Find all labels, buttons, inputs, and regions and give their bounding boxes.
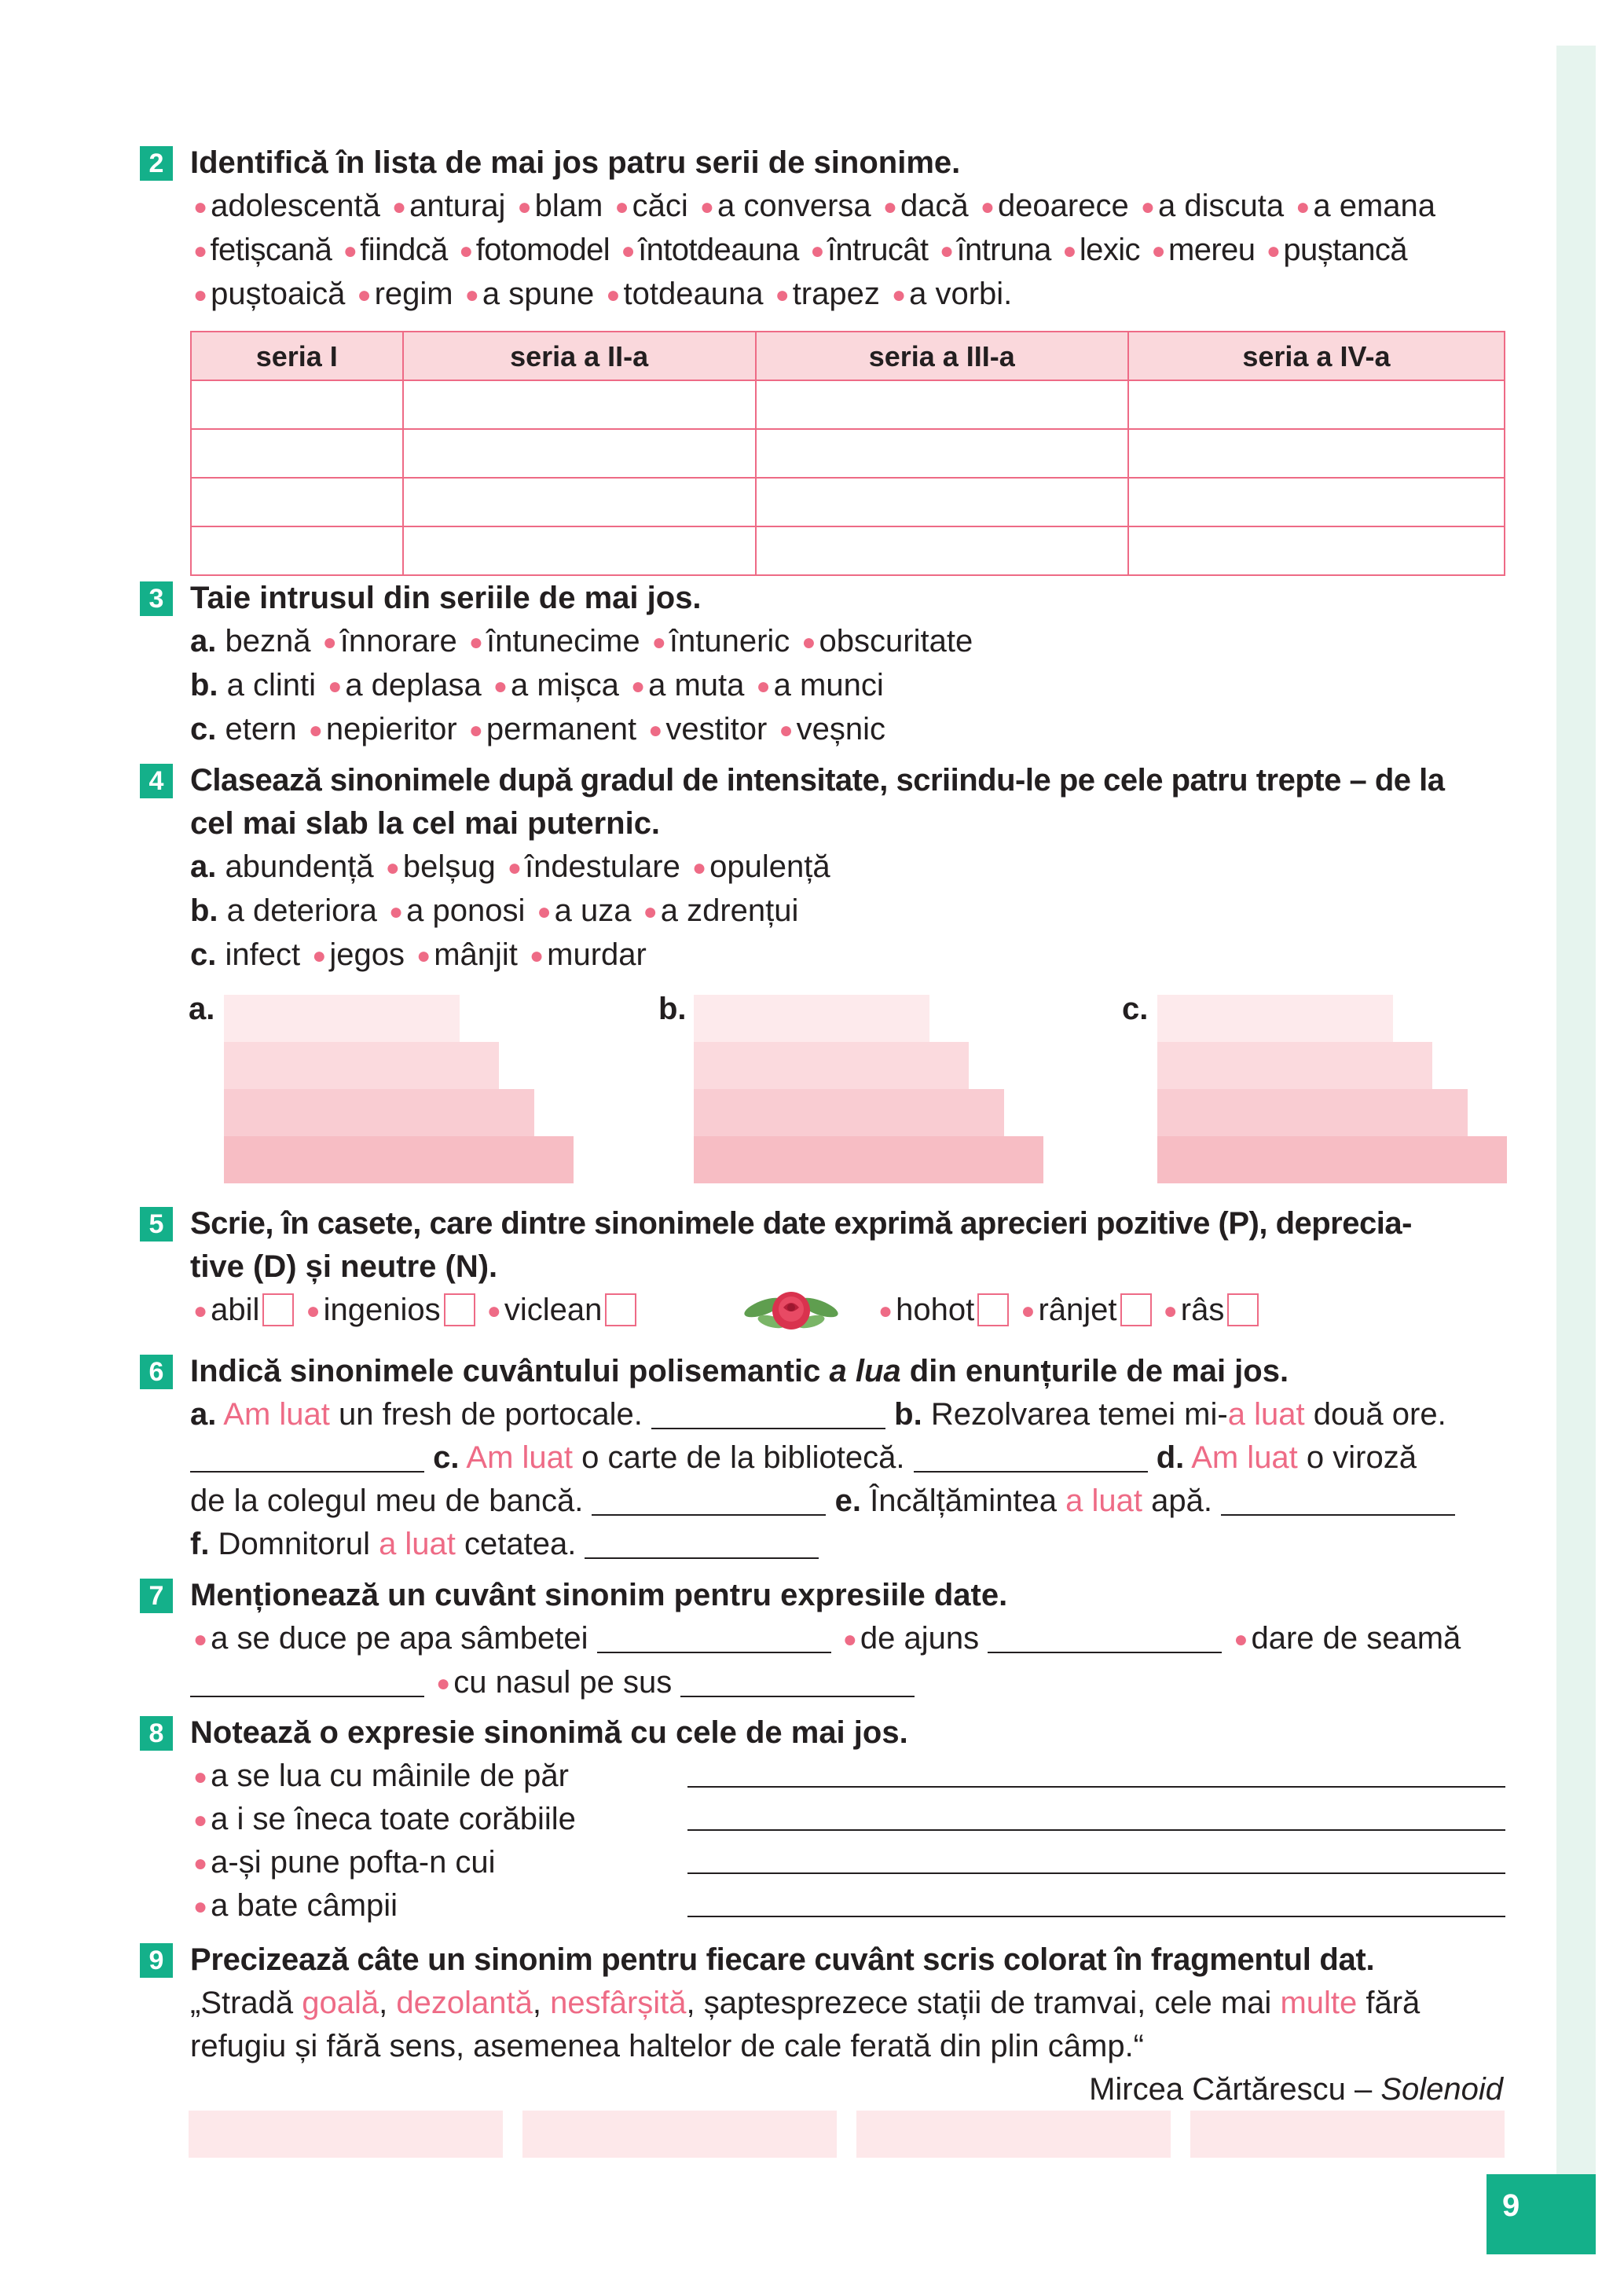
exercise-5: [140, 1202, 1503, 1332]
bullet-dot: ●: [779, 717, 794, 743]
word-item: a munci: [773, 668, 884, 702]
bullet-dot: ●: [606, 282, 621, 308]
expression-row: ● a i se îneca toate corăbiile: [190, 1798, 1503, 1841]
exercise-title: Menționează un cuvânt sinonim pentru expresiile date.: [190, 1578, 1008, 1612]
word-item: blam: [534, 189, 603, 223]
bullet-dot: ●: [459, 238, 473, 264]
word-series-row: c. etern ● nepieritor ● permanent ● vestitor ● veșnic: [190, 712, 885, 746]
table-cell[interactable]: [403, 429, 756, 478]
intensity-stairs-b[interactable]: [694, 995, 1043, 1183]
table-cell[interactable]: [403, 526, 756, 575]
expression-row: ● a se lua cu mâinile de păr: [190, 1755, 1503, 1798]
expression-row: ● a bate câmpii: [190, 1884, 1503, 1927]
word-item: etern: [225, 712, 297, 746]
table-header: seria a IV-a: [1128, 332, 1505, 380]
answer-box[interactable]: [522, 2111, 837, 2158]
bullet-dot: ●: [648, 717, 663, 743]
word-list-line: [190, 185, 1503, 229]
word-item: dacă: [900, 189, 969, 223]
bullet-dot: ●: [468, 629, 483, 655]
bullet-dot: ●: [939, 238, 954, 264]
word-item: anturaj: [409, 189, 506, 223]
table-cell[interactable]: [1128, 429, 1505, 478]
bullet-dot: ●: [385, 855, 400, 881]
word-item: jegos: [329, 937, 405, 972]
word-item: vestitor: [665, 712, 768, 746]
bullet-dot: ●: [810, 238, 824, 264]
quote-source: Mircea Cărtărescu – Solenoid: [1089, 2072, 1503, 2107]
exercise-number: 4: [140, 764, 173, 798]
exercise-title: Taie intrusul din seriile de mai jos.: [190, 581, 702, 615]
word-item: mereu: [1168, 233, 1256, 267]
word-item: permanent: [486, 712, 637, 746]
exercise-title-cont: tive (D) și neutre (N).: [190, 1249, 498, 1284]
word-item: puștancă: [1283, 233, 1407, 267]
table-cell[interactable]: [191, 526, 403, 575]
sentence-line: c. Am luat o carte de la bibliotecă. d. Am luat o viroză: [190, 1436, 1503, 1480]
word-item: abundență: [225, 849, 374, 884]
bullet-dot: ●: [507, 855, 522, 881]
word-item: fetișcană: [210, 233, 332, 267]
answer-box[interactable]: [189, 2111, 503, 2158]
bullet-dot: ●: [193, 282, 208, 308]
word-item: a discuta: [1157, 189, 1285, 223]
answer-blank[interactable]: [592, 1484, 826, 1516]
word-item: deoarece: [997, 189, 1129, 223]
stair-label: c.: [1122, 992, 1149, 1026]
sentence-line: a. Am luat un fresh de portocale. b. Rezolvarea temei mi-a luat două ore.: [190, 1397, 1446, 1432]
exercise-title: Clasează sinonimele după gradul de intensitate, scriindu-le pe cele patru trepte – de la: [190, 763, 1445, 798]
word-item: totdeauna: [623, 277, 764, 311]
word-item: întruna: [956, 233, 1051, 267]
bullet-dot: ●: [621, 238, 636, 264]
synonym-answer-boxes: [189, 2111, 1504, 2158]
answer-box[interactable]: [444, 1293, 475, 1326]
word-item: fiindcă: [360, 233, 448, 267]
word-item: întotdeauna: [638, 233, 799, 267]
bullet-dot: ●: [699, 194, 715, 220]
bullet-dot: ●: [416, 943, 431, 969]
bullet-dot: ●: [468, 717, 483, 743]
bullet-dot: ●: [1296, 194, 1311, 220]
sentence-line: f. Domnitorul a luat cetatea.: [190, 1523, 1503, 1566]
bullet-dot: ●: [1266, 238, 1281, 264]
answer-blank[interactable]: [597, 1622, 831, 1653]
word-item: a deplasa: [345, 668, 482, 702]
exercise-6: [140, 1350, 1503, 1566]
bullet-dot: ●: [980, 194, 995, 220]
table-cell[interactable]: [403, 380, 756, 429]
answer-blank[interactable]: [1221, 1484, 1455, 1516]
word-item: beznă: [225, 624, 311, 658]
word-series-row: a. beznă ● înnorare ● întunecime ● întuneric ● obscuritate: [190, 624, 973, 658]
table-cell[interactable]: [756, 380, 1128, 429]
quote-line: refugiu și fără sens, asemenea haltelor de cale ferată din plin câmp.“: [190, 2029, 1145, 2063]
word-list-line: [190, 273, 1503, 317]
word-item: a conversa: [717, 189, 871, 223]
synonym-series-table: [190, 331, 1505, 576]
exercise-title: Indică sinonimele cuvântului polisemantic a lua din enunțurile de mai jos.: [190, 1354, 1289, 1388]
word-item: înnorare: [339, 624, 457, 658]
bullet-dot: ●: [193, 238, 207, 264]
exercise-2: [140, 141, 1503, 576]
exercise-title: Identifică în lista de mai jos patru serii de sinonime.: [190, 145, 961, 180]
word-item: infect: [225, 937, 301, 972]
bullet-dot: ●: [493, 673, 508, 699]
word-series-row: b. a deteriora ● a ponosi ● a uza ● a zdrențui: [190, 893, 799, 928]
bullet-dot: ●: [328, 673, 343, 699]
answer-blank[interactable]: [585, 1528, 819, 1559]
bullet-dot: ●: [775, 282, 790, 308]
answer-blank[interactable]: [914, 1441, 1148, 1473]
answer-line[interactable]: [687, 1916, 1505, 1917]
exercise-9: [140, 1938, 1503, 2111]
word-item: mânjit: [434, 937, 518, 972]
word-item: puștoaică: [211, 277, 346, 311]
table-cell[interactable]: [756, 478, 1128, 526]
bullet-dot: ●: [357, 282, 372, 308]
word-item: obscuritate: [819, 624, 973, 658]
word-series-row: b. a clinti ● a deplasa ● a mișca ● a muta ● a munci: [190, 668, 884, 702]
table-cell[interactable]: [1128, 478, 1505, 526]
bullet-dot: ●: [1140, 194, 1155, 220]
stair-label: b.: [658, 992, 687, 1026]
word-item: întrucât: [827, 233, 929, 267]
word-item: lexic: [1079, 233, 1140, 267]
word-item: întuneric: [669, 624, 790, 658]
answer-blank[interactable]: [190, 1666, 424, 1697]
exercise-4: [140, 759, 1503, 977]
page-number: 9: [1487, 2174, 1596, 2254]
table-header: seria I: [191, 332, 403, 380]
table-header: seria a II-a: [403, 332, 756, 380]
exercise-number: 5: [140, 1207, 173, 1242]
table-cell[interactable]: [191, 429, 403, 478]
bullet-dot: ●: [891, 282, 907, 308]
bullet-dot: ●: [391, 194, 407, 220]
word-item: a mișca: [511, 668, 619, 702]
word-item: a emana: [1313, 189, 1436, 223]
table-cell[interactable]: [403, 478, 756, 526]
stair-label: a.: [189, 992, 215, 1026]
answer-box[interactable]: [262, 1293, 294, 1326]
expression-line: ● a se duce pe apa sâmbetei ● de ajuns ● dare de seamă: [193, 1621, 1461, 1656]
exercise-number: 2: [140, 146, 173, 181]
table-cell[interactable]: [1128, 526, 1505, 575]
bullet-dot: ●: [801, 629, 816, 655]
word-series-row: c. infect ● jegos ● mânjit ● murdar: [190, 937, 647, 972]
bullet-dot: ●: [464, 282, 479, 308]
answer-box[interactable]: [1120, 1293, 1152, 1326]
expression-row: ● a-și pune pofta-n cui: [190, 1841, 1503, 1884]
bullet-dot: ●: [651, 629, 666, 655]
word-item: regim: [374, 277, 453, 311]
rose-icon: [740, 1284, 842, 1339]
intensity-stairs-c[interactable]: [1157, 995, 1507, 1183]
exercise-title: Scrie, în casete, care dintre sinonimele date exprimă aprecieri pozitive (P), deprecia-: [190, 1206, 1412, 1241]
bullet-dot: ●: [343, 238, 357, 264]
word-item: nepieritor: [325, 712, 457, 746]
answer-box[interactable]: [977, 1293, 1009, 1326]
bullet-dot: ●: [308, 717, 323, 743]
word-item: a muta: [648, 668, 745, 702]
table-cell[interactable]: [1128, 380, 1505, 429]
word-item: murdar: [547, 937, 647, 972]
side-strip: [1556, 46, 1596, 2183]
word-item: a zdrențui: [660, 893, 799, 928]
quote-line: „Stradă goală, dezolantă, nesfârșită, șaptesprezece stații de tramvai, cele mai multe fără: [190, 1986, 1421, 2020]
answer-blank[interactable]: [680, 1666, 915, 1697]
exercise-3: [140, 577, 1503, 752]
bullet-dot: ●: [756, 673, 771, 699]
exercise-number: 8: [140, 1716, 173, 1751]
word-item: belșug: [402, 849, 496, 884]
exercise-number: 3: [140, 581, 173, 616]
bullet-dot: ●: [1151, 238, 1165, 264]
bullet-dot: ●: [882, 194, 897, 220]
table-cell[interactable]: [191, 478, 403, 526]
word-item: trapez: [792, 277, 880, 311]
word-item: a deteriora: [226, 893, 377, 928]
word-item: îndestulare: [524, 849, 680, 884]
answer-blank[interactable]: [651, 1398, 885, 1429]
bullet-dot: ●: [630, 673, 646, 699]
bullet-dot: ●: [193, 194, 208, 220]
bullet-dot: ●: [643, 899, 658, 925]
word-item: a ponosi: [406, 893, 526, 928]
answer-line[interactable]: [687, 1786, 1505, 1788]
answer-line[interactable]: [687, 1872, 1505, 1874]
bullet-dot: ●: [312, 943, 327, 969]
word-list-line: [190, 229, 1503, 273]
bullet-dot: ●: [1062, 238, 1076, 264]
word-item: a uza: [554, 893, 632, 928]
word-item: fotomodel: [475, 233, 610, 267]
word-series-row: a. abundență ● belșug ● îndestulare ● opulență: [190, 849, 830, 884]
classification-row: ● abil ● ingenios ● viclean ● hohot ● rânjet ● râs: [190, 1289, 1503, 1332]
answer-blank[interactable]: [988, 1622, 1222, 1653]
word-item: veșnic: [796, 712, 885, 746]
bullet-dot: ●: [614, 194, 629, 220]
exercise-7: [140, 1574, 1503, 1705]
answer-line[interactable]: [687, 1829, 1505, 1831]
bullet-dot: ●: [517, 194, 532, 220]
bullet-dot: ●: [537, 899, 552, 925]
exercise-title: Precizează câte un sinonim pentru fiecare cuvânt scris colorat în fragmentul dat.: [190, 1942, 1375, 1977]
expression-line: ● cu nasul pe sus: [190, 1661, 1503, 1705]
table-cell[interactable]: [191, 380, 403, 429]
bullet-dot: ●: [389, 899, 404, 925]
table-cell[interactable]: [756, 526, 1128, 575]
bullet-dot: ●: [322, 629, 337, 655]
exercise-title: Notează o expresie sinonimă cu cele de mai jos.: [190, 1715, 908, 1750]
exercise-title-cont: cel mai slab la cel mai puternic.: [190, 806, 661, 841]
exercise-number: 6: [140, 1355, 173, 1389]
table-cell[interactable]: [756, 429, 1128, 478]
table-header: seria a III-a: [756, 332, 1128, 380]
bullet-dot: ●: [692, 855, 707, 881]
exercise-8: [140, 1711, 1503, 1927]
word-item: opulență: [709, 849, 830, 884]
answer-box[interactable]: [856, 2111, 1171, 2158]
answer-blank[interactable]: [190, 1441, 424, 1473]
word-item: căci: [632, 189, 688, 223]
word-item: a clinti: [226, 668, 317, 702]
word-item: a vorbi.: [909, 277, 1013, 311]
answer-box[interactable]: [1190, 2111, 1505, 2158]
word-item: adolescentă: [211, 189, 380, 223]
word-item: a spune: [482, 277, 595, 311]
intensity-stairs-a[interactable]: [224, 995, 574, 1183]
answer-box[interactable]: [605, 1293, 636, 1326]
bullet-dot: ●: [530, 943, 544, 969]
answer-box[interactable]: [1227, 1293, 1259, 1326]
word-item: întunecime: [486, 624, 640, 658]
exercise-number: 9: [140, 1943, 173, 1978]
exercise-number: 7: [140, 1579, 173, 1613]
sentence-line: de la colegul meu de bancă. e. Încălțămintea a luat apă.: [190, 1480, 1503, 1523]
